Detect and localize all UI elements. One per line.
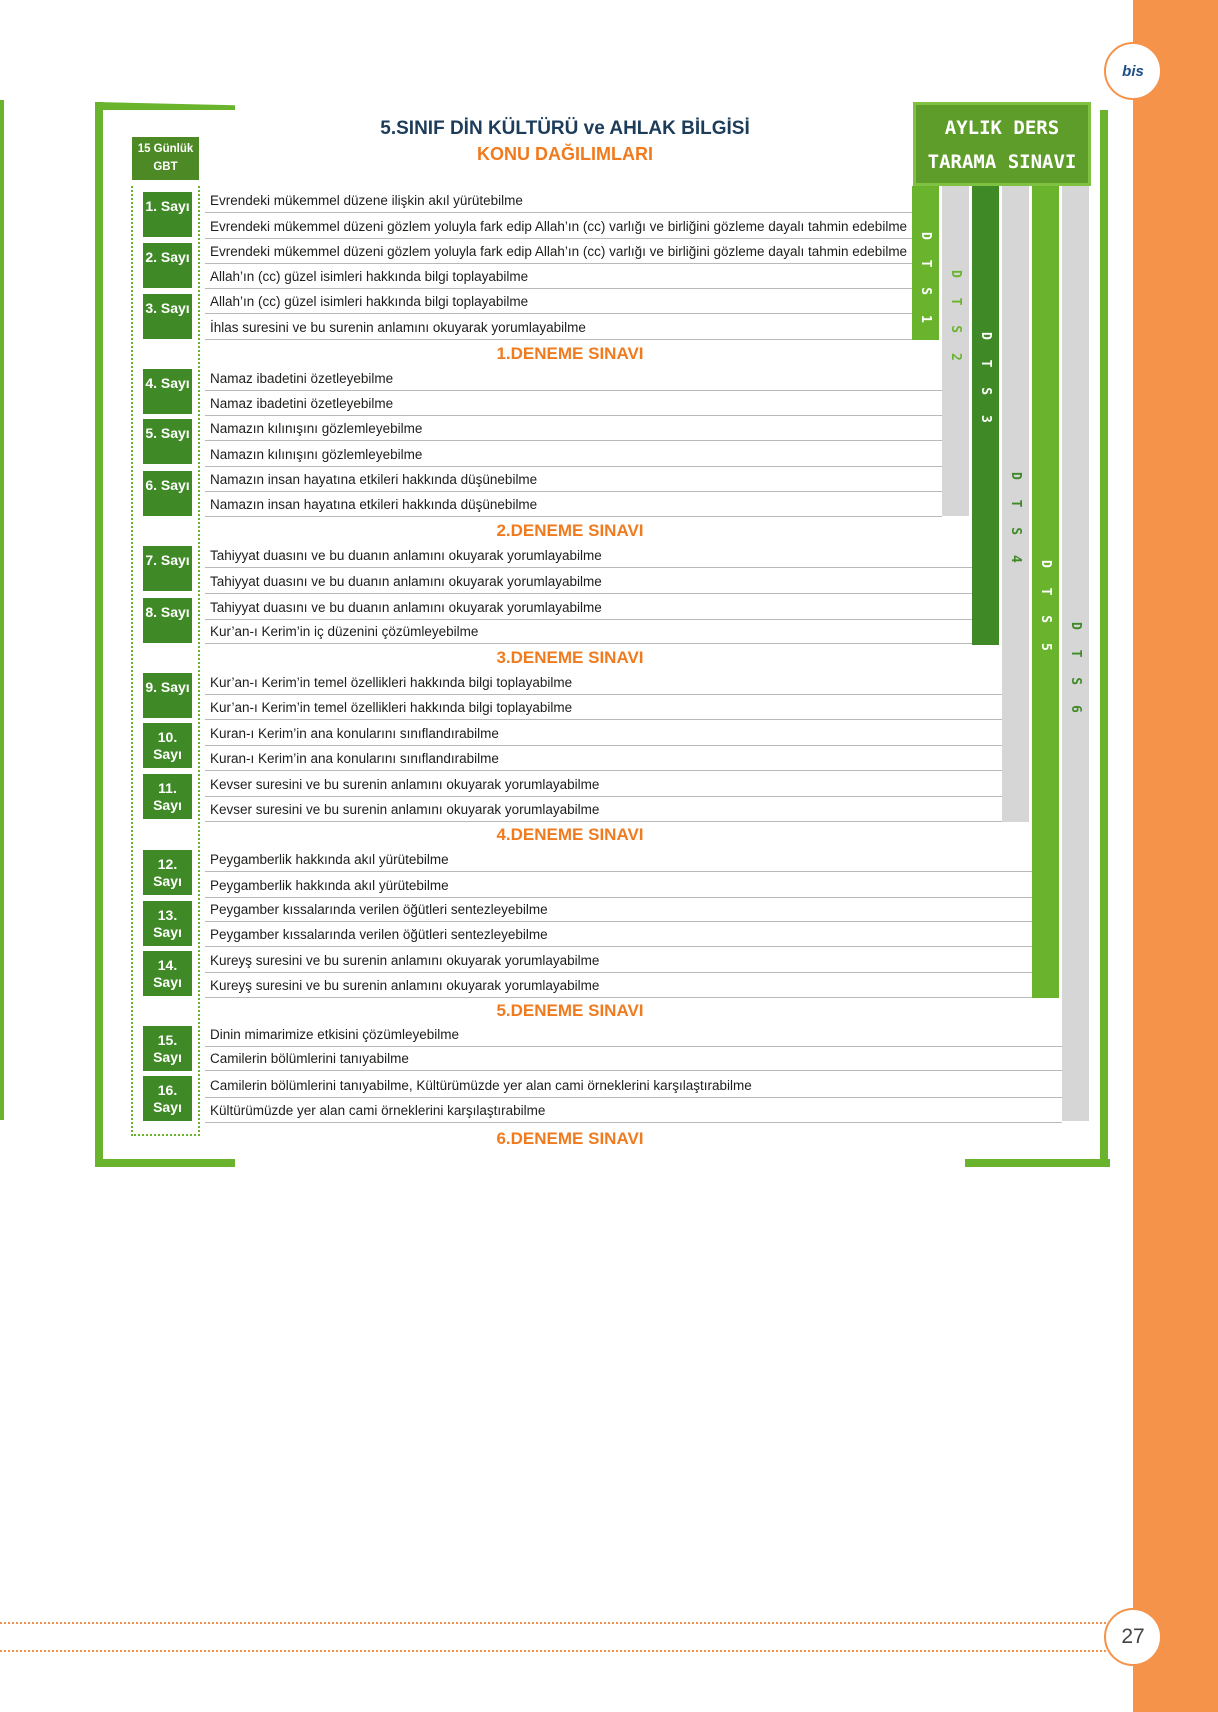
sayi-badge: 6. Sayı xyxy=(142,470,193,517)
topic-row: Kur’an-ı Kerim’in temel özellikleri hakkında bilgi toplayabilme xyxy=(205,670,1002,695)
topic-row: Peygamber kıssalarında verilen öğütleri sentezleyebilme xyxy=(205,897,1032,922)
sayi-badge: 13. Sayı xyxy=(142,900,193,947)
sayi-badge: 1. Sayı xyxy=(142,191,193,238)
dts-label-2: D T S 2 xyxy=(948,270,963,367)
logo-text: bis xyxy=(1122,62,1144,80)
topic-row: Peygamberlik hakkında akıl yürütebilme xyxy=(205,847,1032,872)
dts-label-6: D T S 6 xyxy=(1068,622,1083,719)
topic-row: Kuran-ı Kerim’in ana konularını sınıflandırabilme xyxy=(205,721,1002,746)
page-number xyxy=(1104,1608,1162,1666)
dts-label-1: D T S 1 xyxy=(918,232,933,329)
orange-side-band xyxy=(1133,0,1218,1712)
topic-row: Kureyş suresini ve bu surenin anlamını okuyarak yorumlayabilme xyxy=(205,973,1032,998)
topic-row: Kuran-ı Kerim’in ana konularını sınıflandırabilme xyxy=(205,746,1002,771)
topic-row: Tahiyyat duasını ve bu duanın anlamını okuyarak yorumlayabilme xyxy=(205,569,972,594)
topic-row: Kureyş suresini ve bu surenin anlamını okuyarak yorumlayabilme xyxy=(205,948,1032,973)
topic-row: Evrendeki mükemmel düzeni gözlem yoluyla fark edip Allah’ın (cc) varlığı ve birliğini gözleme dayalı tahmin edebilme xyxy=(205,214,912,239)
dts-column-3 xyxy=(972,186,999,645)
sayi-badge: 7. Sayı xyxy=(142,545,193,592)
dotted-divider xyxy=(0,1622,1110,1624)
exam-label: 3.DENEME SINAVI xyxy=(496,648,644,667)
topic-row: Namazın insan hayatına etkileri hakkında düşünebilme xyxy=(205,467,942,492)
frame-right xyxy=(1100,110,1108,1167)
exam-label: 1.DENEME SINAVI xyxy=(496,344,644,363)
topic-row: Namazın kılınışını gözlemleyebilme xyxy=(205,442,942,467)
topic-row: Allah’ın (cc) güzel isimleri hakkında bilgi toplayabilme xyxy=(205,289,912,314)
gbt-header: 15 Günlük GBT xyxy=(132,137,199,180)
dotted-divider xyxy=(0,1650,1110,1652)
sayi-badge: 2. Sayı xyxy=(142,242,193,289)
topic-row: Dinin mimarimize etkisini çözümleyebilme xyxy=(205,1022,1062,1047)
topic-row: Allah’ın (cc) güzel isimleri hakkında bilgi toplayabilme xyxy=(205,264,912,289)
sayi-badge: 11. Sayı xyxy=(142,773,193,820)
topic-row: Kur’an-ı Kerim’in temel özellikleri hakkında bilgi toplayabilme xyxy=(205,695,1002,720)
topic-row: Camilerin bölümlerini tanıyabilme, Kültürümüzde yer alan cami örneklerini karşılaştırabilme xyxy=(205,1073,1062,1098)
topic-row: Kevser suresini ve bu surenin anlamını okuyarak yorumlayabilme xyxy=(205,797,1002,822)
dts-column-2 xyxy=(942,186,969,516)
page-number-text: 27 xyxy=(1121,1625,1145,1648)
sayi-badge: 8. Sayı xyxy=(142,597,193,644)
dts-label-3: D T S 3 xyxy=(978,332,993,429)
topic-row: Evrendeki mükemmel düzeni gözlem yoluyla fark edip Allah’ın (cc) varlığı ve birliğini gözleme dayalı tahmin edebilme xyxy=(205,239,912,264)
topic-row: Kur’an-ı Kerim’in iç düzenini çözümleyebilme xyxy=(205,619,972,644)
exam-label: 2.DENEME SINAVI xyxy=(496,521,644,540)
frame-bottom-right xyxy=(965,1159,1110,1167)
sayi-badge: 16. Sayı xyxy=(142,1075,193,1122)
dts-label-5: D T S 5 xyxy=(1038,560,1053,657)
topic-row: Namaz ibadetini özetleyebilme xyxy=(205,391,942,416)
dts-column-4 xyxy=(1002,186,1029,822)
exam-label: 5.DENEME SINAVI xyxy=(496,1001,644,1020)
left-accent-bar xyxy=(0,100,4,1120)
dts-column-6 xyxy=(1062,186,1089,1121)
topic-row: Peygamberlik hakkında akıl yürütebilme xyxy=(205,873,1032,898)
dts-column-1 xyxy=(912,186,939,340)
frame-top xyxy=(95,102,235,110)
sayi-badge: 14. Sayı xyxy=(142,950,193,997)
topic-row: Namaz ibadetini özetleyebilme xyxy=(205,366,942,391)
topic-row: Kültürümüzde yer alan cami örneklerini karşılaştırabilme xyxy=(205,1098,1062,1123)
topic-row: İhlas suresini ve bu surenin anlamını okuyarak yorumlayabilme xyxy=(205,315,912,340)
sayi-badge: 5. Sayı xyxy=(142,418,193,465)
frame-left xyxy=(95,102,103,1167)
dts-header: AYLIK DERS TARAMA SINAVI xyxy=(913,102,1091,186)
topic-row: Namazın insan hayatına etkileri hakkında düşünebilme xyxy=(205,492,942,517)
page-title: 5.SINIF DİN KÜLTÜRÜ ve AHLAK BİLGİSİ xyxy=(380,118,750,139)
dts-label-4: D T S 4 xyxy=(1008,472,1023,569)
sayi-badge: 12. Sayı xyxy=(142,849,193,896)
frame-bottom xyxy=(95,1159,235,1167)
topic-row: Kevser suresini ve bu surenin anlamını okuyarak yorumlayabilme xyxy=(205,772,1002,797)
page-subtitle: KONU DAĞILIMLARI xyxy=(477,144,653,164)
topic-row: Namazın kılınışını gözlemleyebilme xyxy=(205,416,942,441)
topic-row: Peygamber kıssalarında verilen öğütleri sentezleyebilme xyxy=(205,922,1032,947)
sayi-badge: 9. Sayı xyxy=(142,672,193,719)
exam-label: 6.DENEME SINAVI xyxy=(496,1129,644,1148)
topic-row: Tahiyyat duasını ve bu duanın anlamını okuyarak yorumlayabilme xyxy=(205,543,972,568)
dts-column-5 xyxy=(1032,186,1059,998)
exam-label: 4.DENEME SINAVI xyxy=(496,825,644,844)
sayi-badge: 10. Sayı xyxy=(142,722,193,769)
logo xyxy=(1104,42,1162,100)
topic-row: Evrendeki mükemmel düzene ilişkin akıl yürütebilme xyxy=(205,188,912,213)
sayi-badge: 4. Sayı xyxy=(142,368,193,415)
topic-row: Tahiyyat duasını ve bu duanın anlamını okuyarak yorumlayabilme xyxy=(205,595,972,620)
sayi-badge: 3. Sayı xyxy=(142,293,193,340)
sayi-badge: 15. Sayı xyxy=(142,1025,193,1072)
topic-row: Camilerin bölümlerini tanıyabilme xyxy=(205,1046,1062,1071)
